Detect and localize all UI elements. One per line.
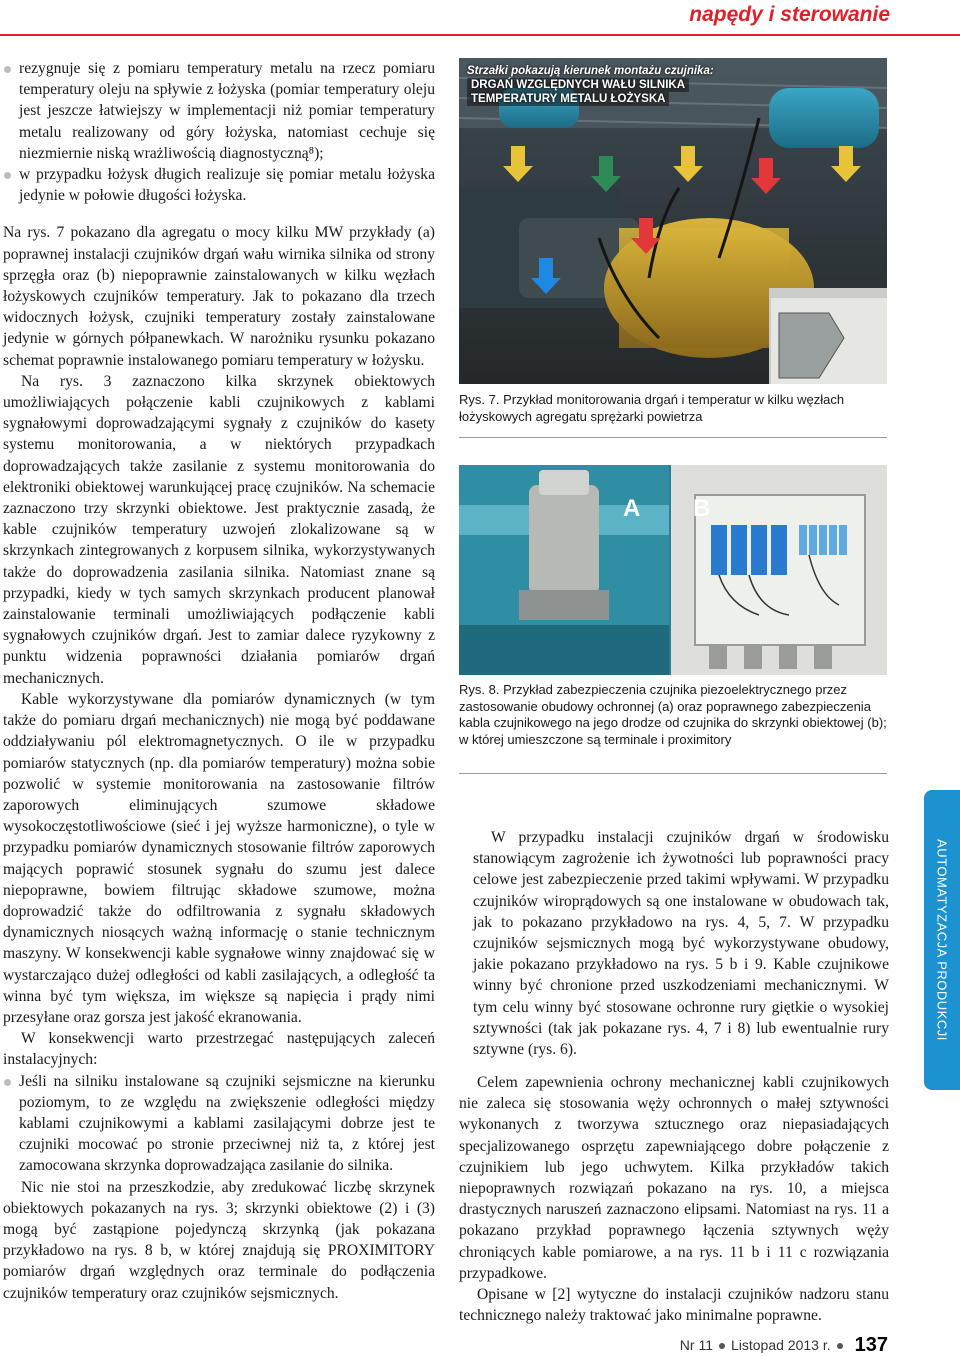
separator-dot-icon xyxy=(719,1343,725,1349)
figure-7-photo xyxy=(459,58,887,384)
header-bar xyxy=(0,0,960,36)
body-paragraph: W przypadku instalacji czujników drgań w środowisku stanowiącym zagrożenie ich żywotności lub poprawności pracy celowe jest zabezpieczenie przed takimi wpływami. W przypadku czujników wiroprądowych są one instalowane w obudowach tak, jak to pokazano przykładowo na rys. 4, 5, 7. W przypadku czujników sejsmicznych mogą być wykorzystywane obudowy, jakie pokazano przykładowo na rys. 5 b i 9. Kable czujnikowe winny być chronione przed uszkodzeniami mechanicznymi. W tym celu winny być stosowane ochronne rury giętkie o wysokiej sztywności (tak jak pokazane rys. 4, 7 i 8) lub ewentualnie rury sztywne (rys. 6). xyxy=(473,829,889,1059)
body-paragraph: Kable wykorzystywane dla pomiarów dynamicznych (w tym także do pomiaru drgań mechanicznych) nie mogą być poddawane oddziaływaniu pól elektromagnetycznych. O ile w przypadku pomiarów statycznych (np. dla pomiarów temperatury) można sobie pozwolić w systemie monitorowania na zastosowanie filtrów zaporowych eliminujących szumowe składowe wysokoczęstotliwościowe (sieć i jej wyższe harmoniczne), o tyle w przypadku pomiarów dynamicznych stosowanie filtrów zaporowych mających poprawić stosunek sygnału do szumu jest dalece niepoprawne, bowiem filtrując składowe szumowe, można doprowadzić także do odfiltrowania z sygnału składowych dynamicznych niosących ważną informację o stanie technicznym maszyny. W konsekwencji kable sygnałowe winny znajdować się w wystarczająco dużej odległości od kabli zasilających, a odległość ta winna być tym większa, im większe są napięcia i prądy nimi przesyłane oraz gorsza jest jakość ekranowania. xyxy=(3,690,435,1026)
body-paragraph: Na rys. 7 pokazano dla agregatu o mocy kilku MW przykłady (a) poprawnej instalacji czujników drgań wału wirnika silnika od strony sprzęgła oraz (b) niepoprawnie zainstalowanych w kilku węzłach łożyskowych czujników temperatury. Jak to pokazano dla trzech widocznych łożysk, czujniki temperatury zostały zainstalowane jedynie w górnych półpanewkach. W narożniku rysunku pokazano schemat poprawnie instalowanego pomiaru temperatury w łożysku. xyxy=(3,224,435,369)
bullet-dot-icon xyxy=(4,66,11,73)
issue-number: Nr 11 xyxy=(679,1337,713,1353)
figure-7-caption: Rys. 7. Przykład monitorowania drgań i temperatur w kilku węzłach łożyskowych agregatu sprężarki powietrza xyxy=(459,392,845,424)
section-title: napędy i sterowanie xyxy=(689,3,890,26)
body-paragraph: W konsekwencji warto przestrzegać następujących zaleceń instalacyjnych: xyxy=(3,1030,435,1069)
overlay-line-vibration: DRGAŃ WZGLĘDNYCH WAŁU SILNIKA xyxy=(467,78,689,92)
panel-label-a: A xyxy=(623,495,641,522)
figure-8-photo xyxy=(459,465,887,675)
bullet-item xyxy=(3,1071,435,1177)
left-column xyxy=(3,58,435,1304)
bullet-text: rezygnuje się z pomiaru temperatury metalu na rzecz pomiaru temperatury oleju na spływie z łożyska (pomiar temperatury oleju jest jeszcze łatwiejszy w implementacji niż pomiar temperatury metalu realizowany od góry łożyska, natomiast cechuje się niezmiernie niską wrażliwością diagnostyczną⁸); xyxy=(19,60,435,162)
sensor-housing-photo xyxy=(459,465,887,675)
separator-dot-icon xyxy=(837,1343,843,1349)
bullet-item xyxy=(3,58,435,164)
bullet-dot-icon xyxy=(4,172,11,179)
page-footer xyxy=(680,1334,888,1357)
motor-bearing-photo xyxy=(459,58,887,384)
body-paragraph: Celem zapewnienia ochrony mechanicznej kabli czujnikowych nie zaleca się stosowania węży ochronnych o małej sztywności wykonanych z tworzywa sztucznego oraz niepasiadających specjalizowanego osprzętu zapewniającego dobre połączenie z czujnikiem lub jego uchwytem. Kilka przykładów takich niepoprawnych rozwiązań pokazano na rys. 10, a miejsca drastycznych naruszeń zaznaczono elipsami. Natomiast na rys. 11 a pokazano przykład poprawnego łączenia sztywnych węży chroniących kable pomiarowe, a na rys. 11 b i 11 c rozwiązania przypadkowe. xyxy=(459,1074,889,1282)
figure-8-caption: Rys. 8. Przykład zabezpieczenia czujnika piezoelektrycznego przez zastosowanie obudowy ochronnej (a) oraz poprawnego zabezpieczenia kabla czujnikowego na jego drodze od czujnika do skrzynki obiektowej (b); w której umieszczone są terminale i proximitory xyxy=(459,682,887,747)
bullet-text: Jeśli na silniku instalowane są czujniki sejsmiczne na kierunku poziomym, to ze względu na zwiększenie odległości między kablami czujnikowymi a kablami zasilającymi dobrze jest te czujniki mocować po stronie przeciwnej niż ta, z której jest zamocowana skrzynka doprowadzająca zasilanie do silnika. xyxy=(19,1072,435,1175)
side-tab-label: AUTOMATYZACJA PRODUKCJI xyxy=(934,839,950,1041)
caption-divider xyxy=(459,773,887,774)
issue-date: Listopad 2013 r. xyxy=(730,1337,831,1353)
right-column-text xyxy=(473,827,889,1060)
page-number: 137 xyxy=(854,1334,888,1356)
panel-label-b: B xyxy=(693,495,711,522)
figure-7-overlay-legend xyxy=(467,64,719,106)
bullet-text: w przypadku łożysk długich realizuje się pomiar metalu łożyska jedynie w połowie długości łożyska. xyxy=(19,166,435,205)
caption-divider xyxy=(459,437,887,438)
bullet-dot-icon xyxy=(4,1079,11,1086)
body-paragraph: Nic nie stoi na przeszkodzie, aby zredukować liczbę skrzynek obiektowych pokazanych na rys. 3; skrzynki obiektowe (2) i (3) mogą być zastąpione pojedynczą skrzynką (jak pokazana przykładowo na rys. 8 b, w której znajdują się PROXIMITORY pomiarów drgań względnych oraz terminale do podłączenia czujników temperatury oraz czujników sejsmicznych. xyxy=(3,1178,435,1302)
right-column-text-lower xyxy=(459,1072,889,1326)
body-paragraph: Opisane w [2] wytyczne do instalacji czujników nadzoru stanu technicznego należy traktować jako minimalne poprawne. xyxy=(459,1286,889,1325)
body-paragraph: Na rys. 3 zaznaczono kilka skrzynek obiektowych umożliwiających połączenie kabli czujnikowych z kablami sygnałowymi doprowadzającymi sygnały z czujników do kasety systemu monitorowania, a w niektórych przypadkach doprowadzających także zasilanie z systemu monitorowania do elektroniki obiektowej warunkującej pracę czujników. Na schemacie zaznaczono trzy skrzynki obiektowe. Jest praktycznie zasadą, że kable czujników temperatury uzwojeń zlokalizowane są w skrzynkach zintegrowanych z korpusem silnika, wykorzystywanych także do doprowadzenia zasilania silnika. Natomiast znane są przypadki, kiedy w tych samych skrzynkach producent planował zainstalowanie terminali umożliwiających podłączenie kabli sygnałowych czujników drgań. Jest to zamiar dalece ryzykowny z punktu widzenia poprawności działania pomiarów drgań mechanicznych. xyxy=(3,372,435,687)
bullet-item xyxy=(3,164,435,206)
overlay-heading: Strzałki pokazują kierunek montażu czujnika: xyxy=(467,65,714,77)
overlay-line-temperature: TEMPERATURY METALU ŁOŻYSKA xyxy=(467,92,669,106)
section-side-tab xyxy=(924,790,960,1090)
